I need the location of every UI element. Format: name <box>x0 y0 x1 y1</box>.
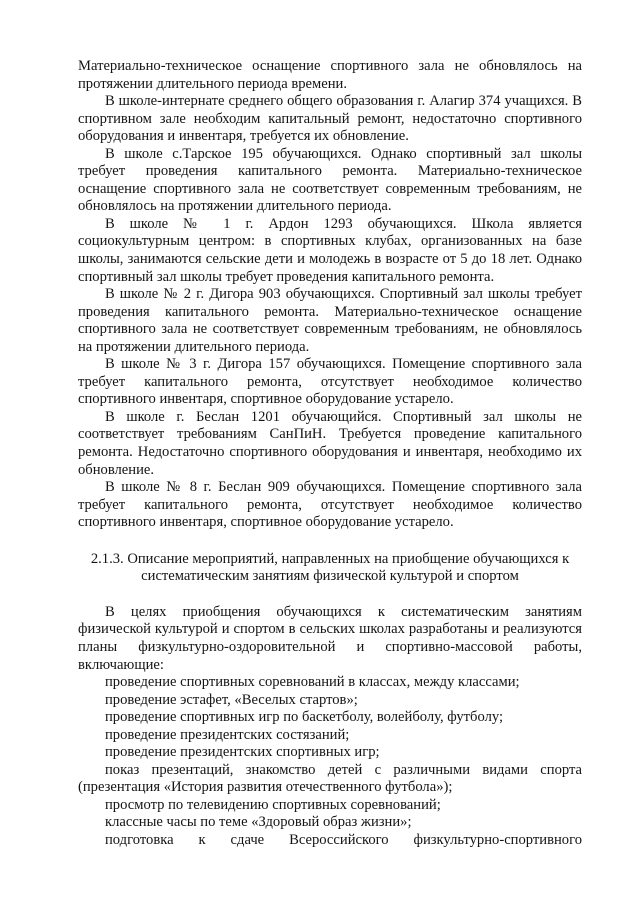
paragraph-school-ardon-1: В школе № 1 г. Ардон 1293 обучающихся. Школа является социокультурным центром: в спортивных клубах, организованных на базе школы, занимаются сельские дети и молодежь в возрасте от 5 до 18 лет. Однако спортивный зал школы требует проведения капитального ремонта. <box>78 215 582 285</box>
paragraph-school-tarskoe: В школе с.Тарское 195 обучающихся. Однако спортивный зал школы требует проведения капитального ремонта. Материально-техническое оснащение спортивного зала не соответствует современным требованиям, не обновлялось на протяжении длительного периода. <box>78 145 582 215</box>
paragraph-school-beslan: В школе г. Беслан 1201 обучающийся. Спортивный зал школы не соответствует требованиям СанПиН. Требуется проведение капитального ремонта. Недостаточно спортивного оборудования и инвентаря, необходимо их обновление. <box>78 408 582 478</box>
paragraph-school-beslan-8: В школе № 8 г. Беслан 909 обучающихся. Помещение спортивного зала требует капитального ремонта, отсутствует необходимое количество спортивного инвентаря, спортивное оборудование устарело. <box>78 479 582 531</box>
list-item: просмотр по телевидению спортивных соревнований; <box>105 796 441 813</box>
list-item: проведение спортивных соревнований в классах, между классами; <box>105 674 520 691</box>
section-heading-line-1: 2.1.3. Описание мероприятий, направленных на приобщение обучающихся к <box>90 550 570 567</box>
list-item: проведение президентских спортивных игр; <box>105 744 380 761</box>
paragraph-intro: В целях приобщения обучающихся к систематическим занятиям физической культурой и спортом в сельских школах разработаны и реализуются планы физкультурно-оздоровительной и спортивно-массовой работы, включающие: <box>78 603 582 673</box>
list-item: проведение президентских состязаний; <box>105 726 350 743</box>
document-page <box>78 58 582 850</box>
section-heading-line-2: систематическим занятиям физической культурой и спортом <box>141 568 519 585</box>
list-item: классные часы по теме «Здоровый образ жизни»; <box>105 814 412 831</box>
list-item: проведение спортивных игр по баскетболу, волейболу, футболу; <box>105 709 504 726</box>
paragraph-school-alagir: В школе-интернате среднего общего образования г. Алагир 374 учащихся. В спортивном зале необходим капитальный ремонт, недостаточно спортивного оборудования и инвентаря, требуется их обновление. <box>78 93 582 145</box>
section-heading <box>78 551 582 586</box>
paragraph-school-digora-2: В школе № 2 г. Дигора 903 обучающихся. Спортивный зал школы требует проведения капитального ремонта. Материально-техническое оснащение спортивного зала не соответствует современным требованиям, не обновлялось на протяжении длительного периода. <box>78 286 582 355</box>
list-item: показ презентаций, знакомство детей с различными видами спорта (презентация «История развития отечественного футбола»); <box>78 761 582 796</box>
paragraph-school-digora-3: В школе № 3 г. Дигора 157 обучающихся. Помещение спортивного зала требует капитального ремонта, отсутствует необходимое количество спортивного инвентаря, спортивное оборудование устарело. <box>78 356 582 408</box>
list-item: проведение эстафет, «Веселых стартов»; <box>105 691 358 708</box>
paragraph-equipment-not-updated: Материально-техническое оснащение спортивного зала не обновлялось на протяжении длительного периода времени. <box>78 58 582 92</box>
list-item: подготовка к сдаче Всероссийского физкультурно-спортивного <box>105 831 582 848</box>
